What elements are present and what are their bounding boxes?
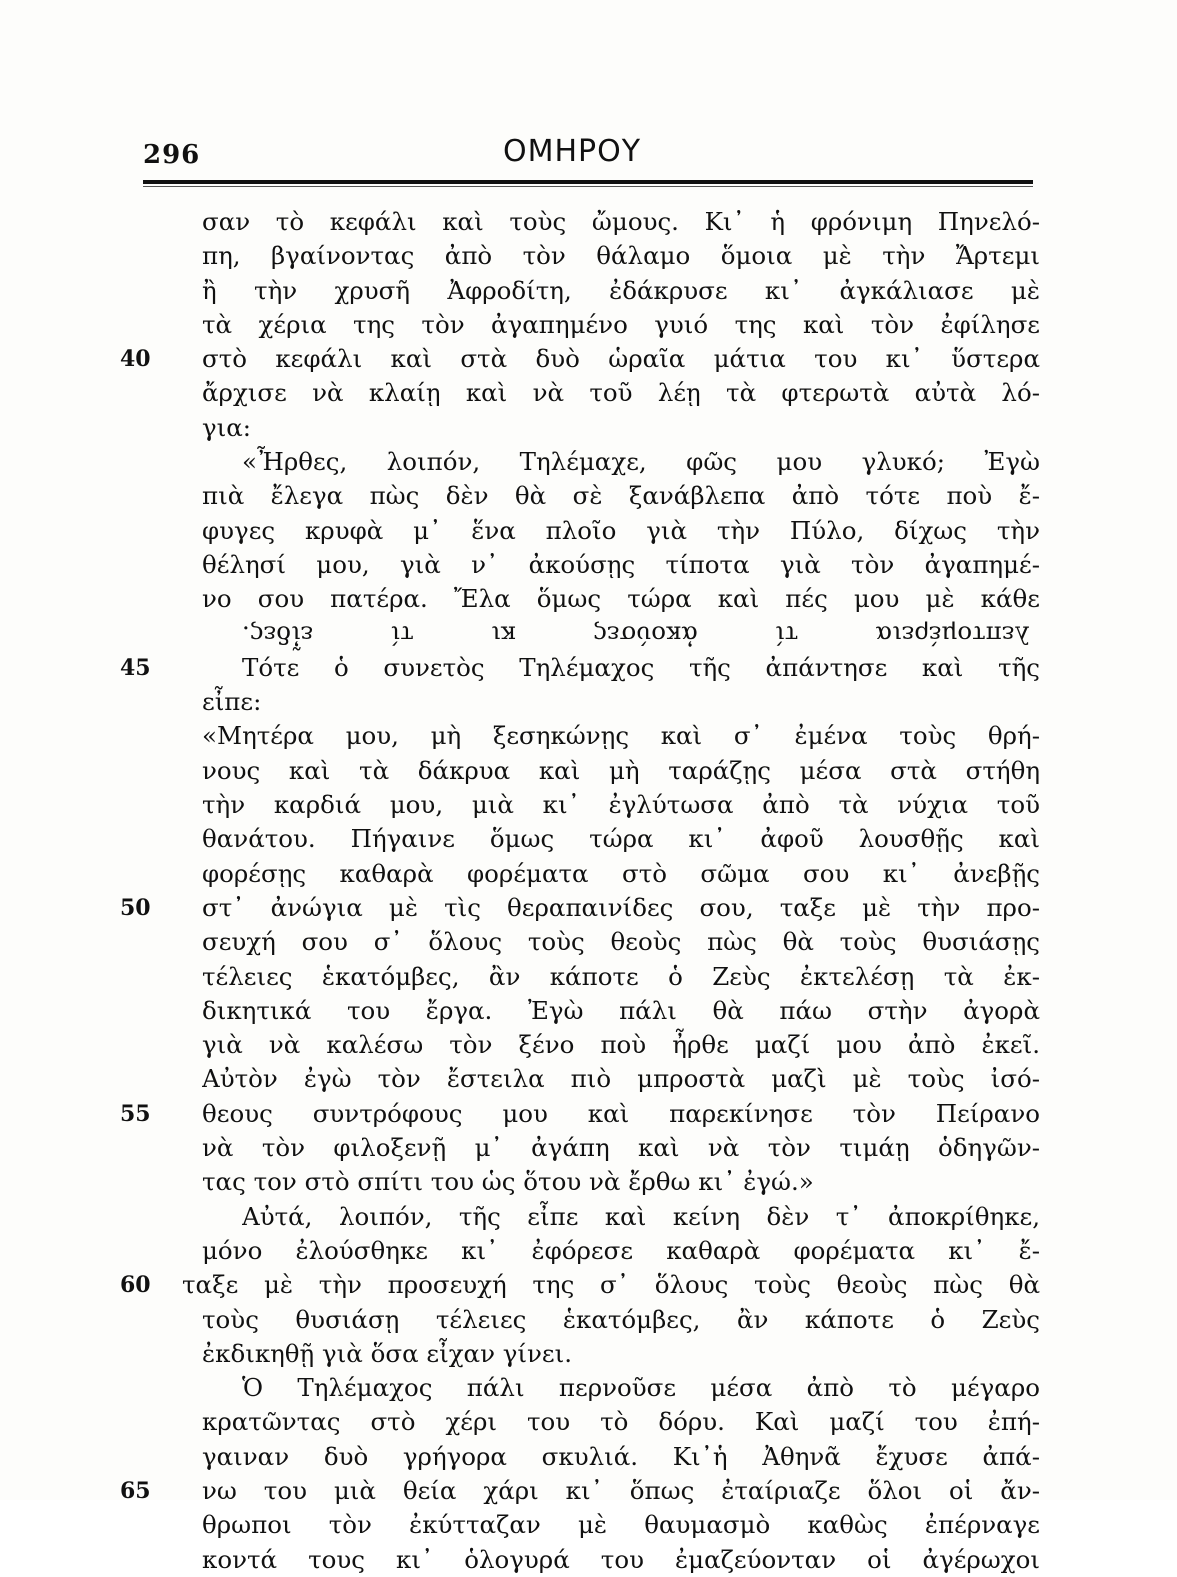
text-line (120, 1474, 1040, 1508)
text-line (120, 1440, 1040, 1474)
line-text: «Ἦρθες, λοιπόν, Τηλέμαχε, φῶς μου γλυκό; Ἐγὼ (242, 447, 1040, 477)
text-line-upside-down (120, 617, 1040, 651)
text-line (120, 239, 1040, 273)
line-number: 60 (120, 1272, 151, 1299)
line-text: πιὰ ἔλεγα πὼς δὲν θὰ σὲ ξανάβλεπα ἀπὸ τότε ποὺ ἔ- (202, 481, 1040, 511)
text-line (120, 1165, 1040, 1199)
text-line (120, 1200, 1040, 1234)
line-text: «Μητέρα μου, μὴ ξεσηκώνῃς καὶ σ᾽ ἐμένα τοὺς θρή- (202, 721, 1040, 751)
line-text: εἶπε: (202, 687, 262, 717)
line-text: δικητικά του ἔργα. Ἐγὼ πάλι θὰ πάω στὴν ἀγορὰ (202, 995, 1040, 1025)
text-line (120, 1405, 1040, 1439)
line-text: Τότε ὁ συνετὸς Τηλέμαχος τῆς ἀπάντησε καὶ τῆς (242, 652, 1040, 682)
text-line (120, 960, 1040, 994)
line-number: 40 (120, 346, 151, 373)
text-line (120, 1303, 1040, 1337)
line-text: ταξε μὲ τὴν προσευχή της σ᾽ ὅλους τοὺς θεοὺς πὼς θὰ (182, 1270, 1040, 1300)
text-line (120, 651, 1040, 685)
line-text: σευχή σου σ᾽ ὅλους τοὺς θεοὺς πὼς θὰ τοὺς θυσιάσῃς (202, 927, 1040, 957)
text-line (120, 1131, 1040, 1165)
line-text: τας τον στὸ σπίτι του ὡς ὅτου νὰ ἔρθω κι᾽ ἐγώ.» (202, 1167, 814, 1197)
text-line (120, 342, 1040, 376)
line-text: θεους συντρόφους μου καὶ παρεκίνησε τὸν Πείρανο (202, 1098, 1040, 1128)
line-text: τοὺς θυσιάσῃ τέλειες ἑκατόμβες, ἂν κάποτε ὁ Ζεὺς (202, 1304, 1040, 1334)
text-line (120, 788, 1040, 822)
text-line (120, 411, 1040, 445)
line-text: μόνο ἐλούσθηκε κι᾽ ἐφόρεσε καθαρὰ φορέματα κι᾽ ἔ- (202, 1235, 1040, 1265)
text-line (120, 1268, 1040, 1302)
line-text: φορέσῃς καθαρὰ φορέματα στὸ σῶμα σου κι᾽ ἀνεβῇς (202, 858, 1040, 888)
text-line (120, 582, 1040, 616)
line-number: 65 (120, 1477, 151, 1504)
text-line (120, 1234, 1040, 1268)
text-line (120, 857, 1040, 891)
body-text (120, 205, 1040, 1577)
line-text: νο σου πατέρα. Ἔλα ὅμως τώρα καὶ πές μου μὲ κάθε (202, 584, 1040, 614)
line-text: θρωποι τὸν ἐκύτταζαν μὲ θαυμασμὸ καθὼς ἐπέρναγε (202, 1510, 1040, 1540)
text-line (120, 1028, 1040, 1062)
line-text: νω του μιὰ θεία χάρι κι᾽ ὅπως ἐταίριαζε ὅλοι οἱ ἄν- (202, 1475, 1040, 1505)
line-number: 50 (120, 894, 151, 921)
text-line (120, 822, 1040, 856)
header-rule-thin (143, 186, 1033, 187)
line-text: θέλησί μου, γιὰ ν᾽ ἀκούσῃς τίποτα γιὰ τὸν ἀγαπημέ- (202, 549, 1040, 579)
line-text: γαιναν δυὸ γρήγορα σκυλιά. Κι᾽ἡ Ἀθηνᾶ ἔχυσε ἀπά- (202, 1441, 1040, 1471)
line-text: ἢ τὴν χρυσῆ Ἀφροδίτη, ἐδάκρυσε κι᾽ ἀγκάλιασε μὲ (202, 275, 1040, 305)
line-text: φυγες κρυφὰ μ᾽ ἕνα πλοῖο γιὰ τὴν Πύλο, δίχως τὴν (202, 515, 1040, 545)
text-line (120, 1097, 1040, 1131)
line-text: τὴν καρδιά μου, μιὰ κι᾽ ἐγλύτωσα ἀπὸ τὰ νύχια τοῦ (202, 790, 1040, 820)
line-text: λεπτομέρεια τί ἀκούσες κι τί εἶδες. (242, 619, 1030, 649)
text-line (120, 1543, 1040, 1577)
line-number: 45 (120, 654, 151, 681)
line-text: για: (202, 412, 252, 442)
text-line (120, 308, 1040, 342)
line-number: 55 (120, 1100, 151, 1127)
text-line (120, 685, 1040, 719)
running-title: ΟΜΗΡΟΥ (503, 134, 642, 169)
line-text: τέλειες ἑκατόμβες, ἂν κάποτε ὁ Ζεὺς ἐκτελέσῃ τὰ ἐκ- (202, 961, 1040, 991)
line-text: ἄρχισε νὰ κλαίῃ καὶ νὰ τοῦ λέῃ τὰ φτερωτὰ αὐτὰ λό- (202, 378, 1040, 408)
text-line (120, 925, 1040, 959)
line-text: Αὐτά, λοιπόν, τῆς εἶπε καὶ κείνη δὲν τ᾽ ἀποκρίθηκε, (242, 1201, 1040, 1231)
line-text: νους καὶ τὰ δάκρυα καὶ μὴ ταράζῃς μέσα στὰ στήθη (202, 755, 1040, 785)
line-text: Αὐτὸν ἐγὼ τὸν ἔστειλα πιὸ μπροστὰ μαζὶ μὲ τοὺς ἰσό- (202, 1064, 1040, 1094)
text-line (120, 445, 1040, 479)
line-text: πη, βγαίνοντας ἀπὸ τὸν θάλαμο ὅμοια μὲ τὴν Ἄρτεμι (202, 241, 1040, 271)
line-text: Ὁ Τηλέμαχος πάλι περνοῦσε μέσα ἀπὸ τὸ μέγαρο (242, 1373, 1040, 1403)
header-rule (143, 180, 1033, 184)
line-text: κοντά τους κι᾽ ὁλογυρά του ἐμαζεύονταν οἱ ἀγέρωχοι (202, 1544, 1040, 1574)
text-line (120, 479, 1040, 513)
line-text: στὸ κεφάλι καὶ στὰ δυὸ ὡραῖα μάτια του κι᾽ ὕστερα (202, 344, 1040, 374)
line-text: θανάτου. Πήγαινε ὅμως τώρα κι᾽ ἀφοῦ λουσθῇς καὶ (202, 824, 1040, 854)
text-line (120, 514, 1040, 548)
page-number: 296 (143, 140, 201, 170)
text-line (120, 994, 1040, 1028)
text-line (120, 376, 1040, 410)
line-text: στ᾽ ἀνώγια μὲ τὶς θεραπαινίδες σου, ταξε μὲ τὴν προ- (202, 892, 1040, 922)
line-text: νὰ τὸν φιλοξενῇ μ᾽ ἀγάπη καὶ νὰ τὸν τιμάῃ ὁδηγῶν- (202, 1133, 1040, 1163)
text-line (120, 1371, 1040, 1405)
text-line (120, 719, 1040, 753)
text-line (120, 274, 1040, 308)
text-line (120, 754, 1040, 788)
text-line (120, 891, 1040, 925)
text-line (120, 1508, 1040, 1542)
line-text: σαν τὸ κεφάλι καὶ τοὺς ὤμους. Κι᾽ ἡ φρόνιμη Πηνελό- (202, 207, 1040, 236)
line-text: τὰ χέρια της τὸν ἀγαπημένο γυιό της καὶ τὸν ἐφίλησε (202, 309, 1040, 339)
line-text: ἐκδικηθῇ γιὰ ὅσα εἶχαν γίνει. (202, 1338, 573, 1368)
page-header (143, 130, 1033, 178)
line-text: γιὰ νὰ καλέσω τὸν ξένο ποὺ ἦρθε μαζί μου ἀπὸ ἐκεῖ. (202, 1030, 1040, 1060)
text-line (120, 205, 1040, 239)
text-line (120, 548, 1040, 582)
text-line (120, 1062, 1040, 1096)
text-line (120, 1337, 1040, 1371)
line-text: κρατῶντας στὸ χέρι του τὸ δόρυ. Καὶ μαζί του ἐπή- (202, 1407, 1040, 1437)
